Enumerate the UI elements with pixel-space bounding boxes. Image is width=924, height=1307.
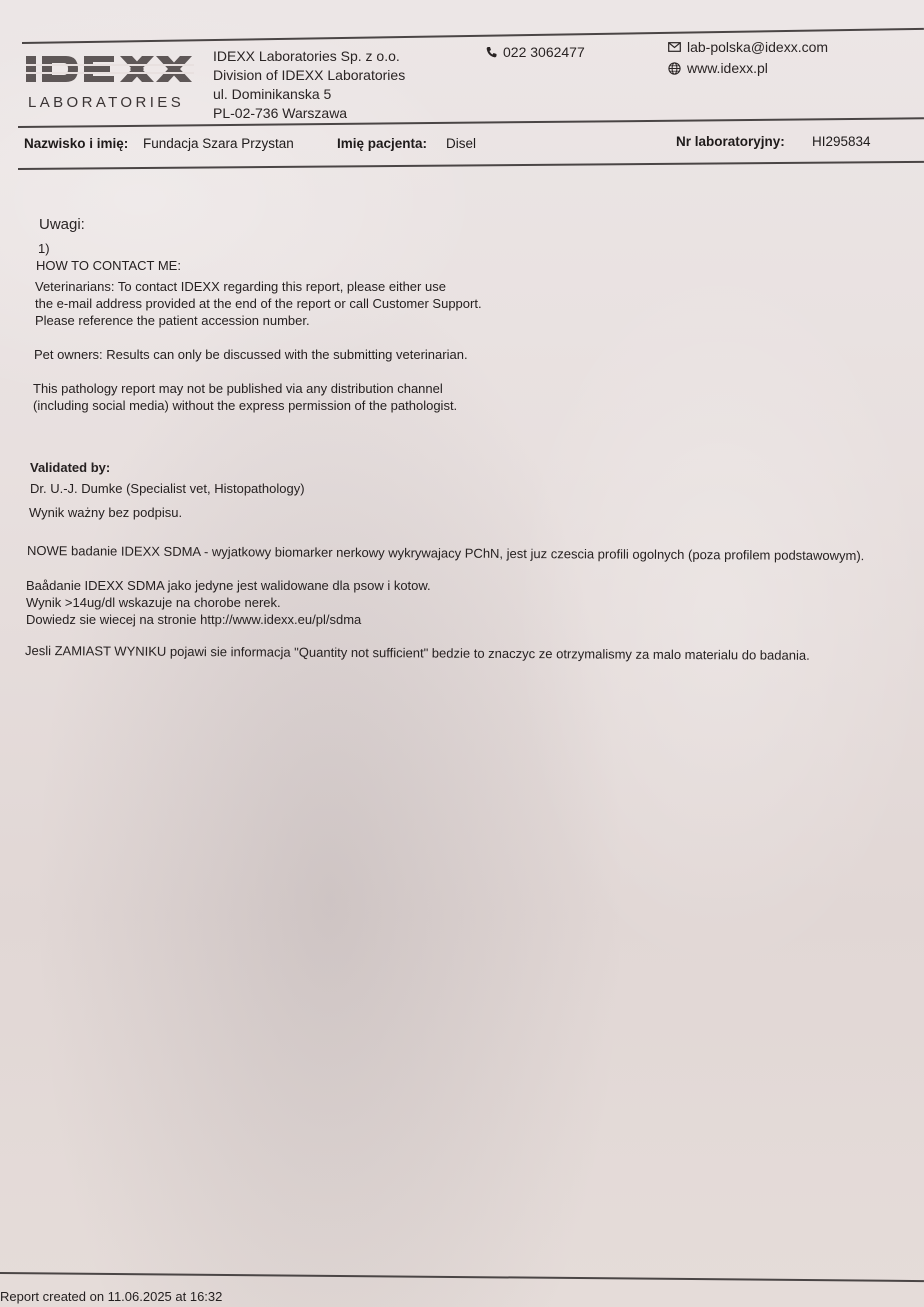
company-city: PL-02-736 Warszawa	[213, 105, 348, 121]
logo-wordmark: LABORATORIES	[28, 94, 185, 111]
phone-icon	[486, 46, 497, 58]
patient-name-value: Disel	[446, 136, 477, 151]
company-address	[213, 47, 405, 123]
validated-by: Dr. U.-J. Dumke (Specialist vet, Histopathology)	[30, 481, 305, 496]
email-address[interactable]: lab-polska@idexx.com	[687, 39, 829, 55]
contact-heading: HOW TO CONTACT ME:	[36, 258, 181, 273]
owner-value: Fundacja Szara Przystan	[143, 136, 294, 151]
quantity-not-sufficient-note: Jesli ZAMIAST WYNIKU pojawi sie informacja "Quantity not sufficient" bedzie to znaczyc ze otrzymalismy za malo materialu do badania.	[24, 643, 810, 663]
patient-top-rule	[18, 117, 924, 128]
validated-label: Validated by:	[30, 460, 111, 475]
idexx-logo	[26, 52, 196, 114]
envelope-icon	[668, 42, 681, 52]
owner-label: Nazwisko i imię:	[24, 136, 129, 151]
phone-number: 022 3062477	[503, 44, 585, 60]
pet-owners-note: Pet owners: Results can only be discussed with the submitting veterinarian.	[34, 347, 468, 362]
valid-without-signature: Wynik ważny bez podpisu.	[29, 505, 183, 520]
sdma-line: Wynik >14ug/dl wskazuje na chorobe nerek.	[26, 595, 281, 610]
email-contact	[668, 39, 828, 55]
globe-icon	[668, 62, 681, 75]
note-number: 1)	[38, 241, 50, 256]
lab-number-value: HI295834	[812, 134, 871, 149]
vet-line: the e-mail address provided at the end of the report or call Customer Support.	[35, 296, 482, 311]
phone-contact	[486, 44, 585, 60]
sdma-line: Baådanie IDEXX SDMA jako jedyne jest walidowane dla psow i kotow.	[26, 578, 431, 593]
notes-title: Uwagi:	[39, 216, 85, 233]
company-division: Division of IDEXX Laboratories	[213, 67, 406, 83]
company-name: IDEXX Laboratories Sp. z o.o.	[213, 48, 400, 64]
patient-name-label: Imię pacjenta:	[337, 136, 428, 151]
publication-note	[33, 380, 457, 414]
sdma-line: Dowiedz sie wiecej na stronie http://www.idexx.eu/pl/sdma	[26, 612, 362, 627]
sdma-info	[26, 577, 431, 628]
idexx-logo-mark	[26, 52, 194, 86]
website-contact	[668, 60, 768, 76]
vet-line: Please reference the patient accession number.	[35, 313, 310, 328]
vet-line: Veterinarians: To contact IDEXX regarding this report, please either use	[35, 279, 446, 294]
lab-number-label: Nr laboratoryjny:	[676, 134, 785, 149]
publication-line: (including social media) without the express permission of the pathologist.	[33, 398, 458, 413]
vet-instructions	[35, 278, 482, 329]
patient-bottom-rule	[18, 161, 924, 170]
sdma-new-note: NOWE badanie IDEXX SDMA - wyjatkowy biomarker nerkowy wykrywajacy PChN, jest juz czescia profili ogolnych (poza profilem podstawowym).	[26, 543, 865, 564]
company-street: ul. Dominikanska 5	[213, 86, 332, 102]
publication-line: This pathology report may not be published via any distribution channel	[33, 381, 443, 396]
website-url[interactable]: www.idexx.pl	[687, 60, 768, 76]
report-created-timestamp: Report created on 11.06.2025 at 16:32	[0, 1289, 223, 1304]
footer-rule	[0, 1272, 924, 1282]
